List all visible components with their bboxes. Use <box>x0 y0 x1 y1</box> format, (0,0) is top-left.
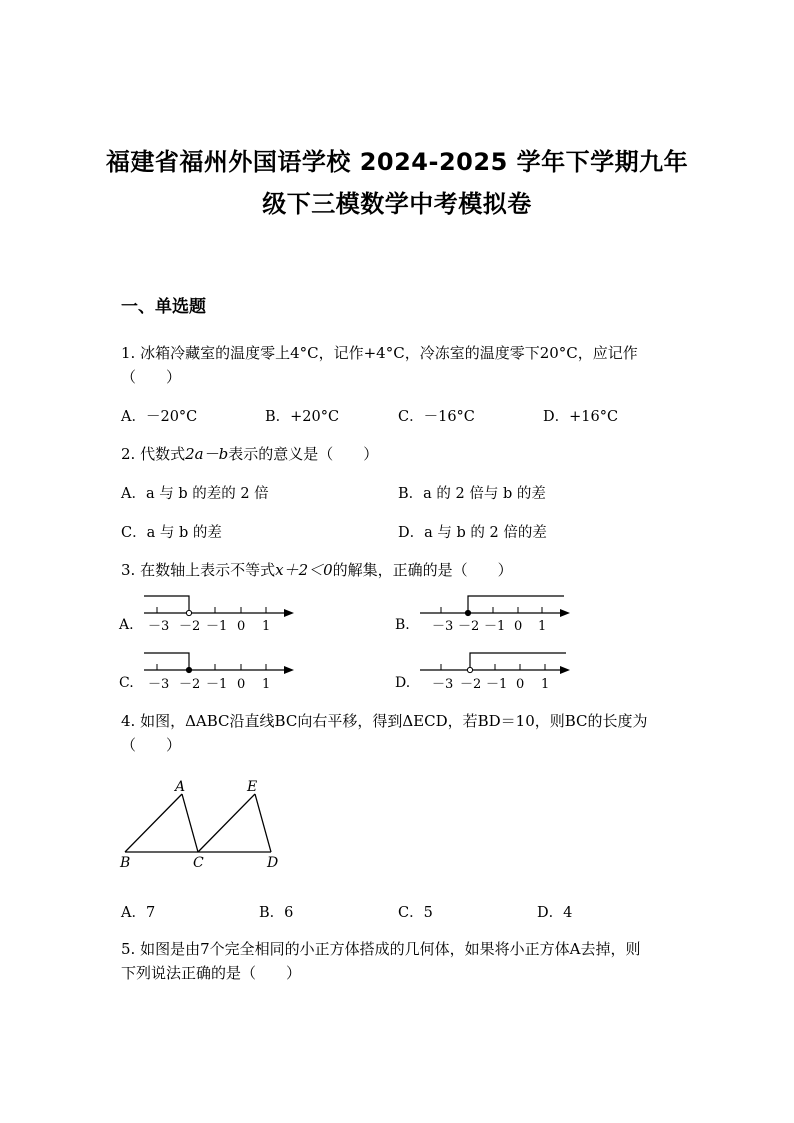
q3-option-d[interactable] <box>392 649 582 695</box>
question-text: 如图是由7个完全相同的小正方体搭成的几何体，如果将小正方体A去掉，则 <box>140 940 641 958</box>
axis-arrow-icon <box>284 666 294 674</box>
q1-option-c[interactable]: C．－16°C <box>398 409 475 425</box>
q2-option-b[interactable]: B．a 的 2 倍与 b 的差 <box>398 486 546 502</box>
axis-arrow-icon <box>560 609 570 617</box>
question-text: 冰箱冷藏室的温度零上4°C，记作+4°C，冷冻室的温度零下20°C，应记作 <box>140 344 638 362</box>
q4-option-b[interactable]: B．6 <box>259 905 294 921</box>
axis-arrow-icon <box>560 666 570 674</box>
tick-label: －3 <box>432 677 454 692</box>
question-3 <box>121 559 513 580</box>
q4-triangle-figure <box>115 774 290 874</box>
q3-option-c[interactable] <box>116 649 306 695</box>
question-5 <box>121 938 640 959</box>
tick-label: －2 <box>460 677 482 692</box>
tick-label: 0 <box>516 677 525 692</box>
question-number: 5. <box>121 940 136 958</box>
option-label: C. <box>119 675 134 691</box>
solid-point <box>465 610 470 615</box>
question-number: 2. <box>121 445 136 463</box>
question-text-post: 表示的意义是（ ） <box>228 445 379 463</box>
solution-ray <box>144 596 189 613</box>
q2-option-d[interactable]: D．a 与 b 的 2 倍的差 <box>398 525 547 541</box>
tick-label: 1 <box>262 619 271 634</box>
vertex-label-c: C <box>193 855 204 871</box>
question-1-bracket: （ ） <box>121 368 182 386</box>
question-text: 如图，ΔABC沿直线BC向右平移，得到ΔECD，若BD＝10，则BC的长度为 <box>140 712 648 730</box>
side-ac <box>182 794 198 852</box>
question-number: 1. <box>121 344 136 362</box>
question-4-bracket: （ ） <box>121 736 182 754</box>
tick-label: 1 <box>541 677 550 692</box>
q2-option-a[interactable]: A．a 与 b 的差的 2 倍 <box>121 486 269 502</box>
option-label: B. <box>395 617 410 633</box>
math-expression: 2a－b <box>185 445 229 463</box>
tick-label: －2 <box>179 619 201 634</box>
tick-label: －2 <box>179 677 201 692</box>
q1-option-b[interactable]: B．+20°C <box>265 409 340 425</box>
option-label: D. <box>395 675 411 691</box>
solution-ray <box>470 653 566 670</box>
section-heading: 一、单选题 <box>121 297 206 317</box>
question-text-pre: 代数式 <box>140 445 186 463</box>
q1-option-a[interactable]: A．－20°C <box>121 409 198 425</box>
solution-ray <box>468 596 564 613</box>
question-1 <box>121 342 638 363</box>
q4-option-d[interactable]: D．4 <box>537 905 573 921</box>
question-number: 4. <box>121 712 136 730</box>
tick-label: 0 <box>237 677 246 692</box>
vertex-label-a: A <box>175 779 186 795</box>
axis-arrow-icon <box>284 609 294 617</box>
side-ce <box>198 794 255 852</box>
q3-option-b[interactable] <box>392 592 582 638</box>
tick-label: 1 <box>538 619 547 634</box>
question-2 <box>121 443 378 464</box>
q4-option-c[interactable]: C．5 <box>398 905 433 921</box>
tick-label: －1 <box>206 619 228 634</box>
tick-label: 0 <box>237 619 246 634</box>
option-label: A. <box>119 617 134 633</box>
math-expression: x＋2＜0 <box>275 561 333 579</box>
document-title-line-1: 福建省福州外国语学校 2024-2025 学年下学期九年 <box>105 148 689 176</box>
q1-option-d[interactable]: D．+16°C <box>543 409 619 425</box>
vertex-label-d: D <box>267 855 279 871</box>
solution-ray <box>144 653 189 670</box>
tick-label: －1 <box>206 677 228 692</box>
question-text-pre: 在数轴上表示不等式 <box>140 561 276 579</box>
vertex-label-e: E <box>247 779 258 795</box>
question-number: 3. <box>121 561 136 579</box>
tick-label: －1 <box>484 619 506 634</box>
question-4 <box>121 710 648 731</box>
hollow-point <box>467 667 472 672</box>
tick-label: 0 <box>514 619 523 634</box>
question-5-line-2: 下列说法正确的是（ ） <box>121 964 302 982</box>
q3-option-a[interactable] <box>116 592 306 638</box>
tick-label: －3 <box>148 619 170 634</box>
tick-label: 1 <box>262 677 271 692</box>
tick-label: －3 <box>432 619 454 634</box>
side-ab <box>125 794 182 852</box>
question-text-post: 的解集，正确的是（ ） <box>332 561 513 579</box>
vertex-label-b: B <box>120 855 131 871</box>
side-ed <box>255 794 271 852</box>
q4-option-a[interactable]: A．7 <box>121 905 156 921</box>
tick-label: －2 <box>458 619 480 634</box>
tick-label: －3 <box>148 677 170 692</box>
q2-option-c[interactable]: C．a 与 b 的差 <box>121 525 222 541</box>
tick-label: －1 <box>486 677 508 692</box>
document-title-line-2: 级下三模数学中考模拟卷 <box>262 190 532 218</box>
hollow-point <box>186 610 191 615</box>
solid-point <box>186 667 191 672</box>
